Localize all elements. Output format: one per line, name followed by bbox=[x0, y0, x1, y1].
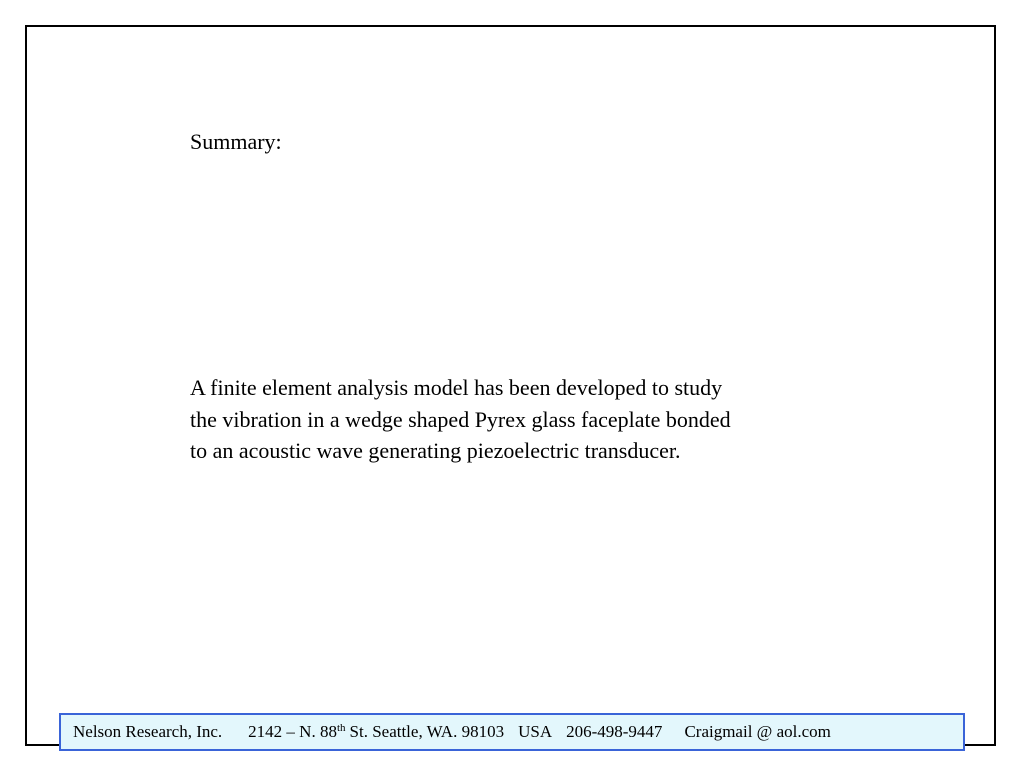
footer-company-name: Nelson Research, Inc. bbox=[73, 722, 223, 741]
summary-line-2: the vibration in a wedge shaped Pyrex glass faceplate bonded bbox=[190, 406, 731, 432]
footer-street-address bbox=[248, 722, 345, 742]
footer-phone: 206-498-9447 bbox=[566, 722, 663, 741]
summary-line-3: to an acoustic wave generating piezoelectric transducer. bbox=[190, 438, 681, 463]
footer-email: Craigmail @ aol.com bbox=[684, 722, 831, 741]
footer-street-number: 2142 – N. 88 bbox=[248, 722, 337, 741]
footer-ordinal-suffix: th bbox=[336, 722, 346, 734]
summary-heading: Summary: bbox=[190, 129, 282, 154]
footer-city: St. Seattle, WA. 98103 bbox=[349, 722, 505, 741]
summary-line-1: A finite element analysis model has been developed to study bbox=[190, 375, 723, 400]
summary-paragraph bbox=[190, 372, 870, 467]
footer-country: USA bbox=[518, 722, 553, 741]
footer-contact-bar bbox=[59, 713, 965, 751]
